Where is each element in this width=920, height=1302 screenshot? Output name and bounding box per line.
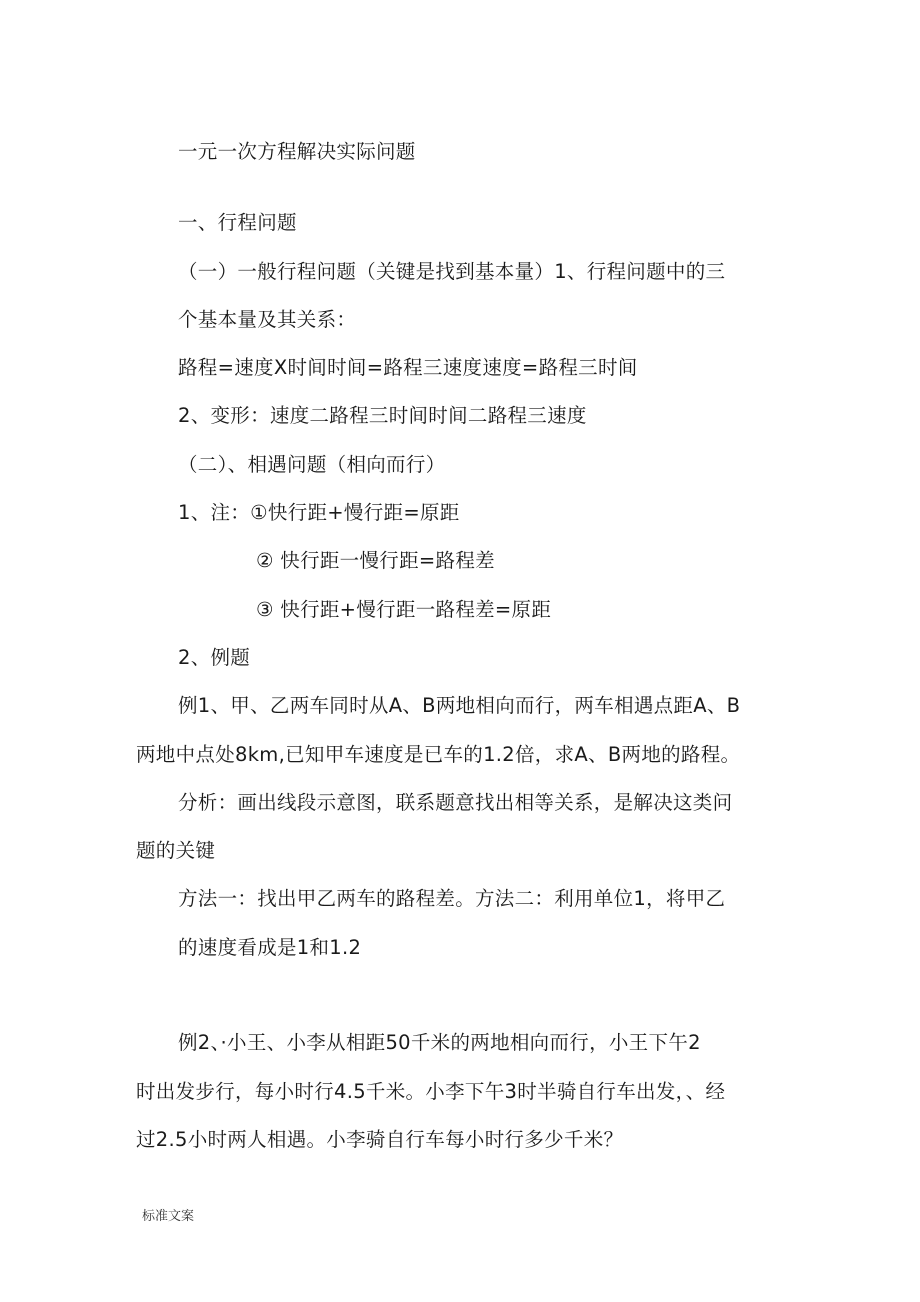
method-line2: 的速度看成是1和1.2	[178, 936, 362, 959]
example1-line2: 两地中点处8km,已知甲车速度是已车的1.2倍，求A、B两地的路程。	[136, 743, 741, 766]
footer-label: 标准文案	[142, 1209, 195, 1224]
example2-line1: 例2、·小王、小李从相距50千米的两地相向而行，小王下午2	[178, 1031, 701, 1054]
note-item-3: ③ 快行距+慢行距一路程差=原距	[256, 598, 552, 621]
section-heading-travel: 一、行程问题	[178, 211, 297, 234]
subsection-general-line2: 个基本量及其关系：	[178, 308, 357, 331]
example1-line1: 例1、甲、乙两车同时从A、B两地相向而行，两车相遇点距A、B	[178, 694, 741, 717]
formula-basic: 路程=速度X时间时间=路程三速度速度=路程三时间	[178, 356, 638, 379]
example2-line2: 时出发步行，每小时行4.5千米。小李下午3时半骑自行车出发，、经	[136, 1080, 726, 1103]
note-item-1: 1、注：①快行距+慢行距=原距	[178, 501, 460, 524]
example2-line3: 过2.5小时两人相遇。小李骑自行车每小时行多少千米？	[136, 1128, 624, 1151]
formula-variant: 2、变形：速度二路程三时间时间二路程三速度	[178, 404, 587, 427]
analysis-line1: 分析：画出线段示意图，联系题意找出相等关系，是解决这类问	[178, 791, 733, 814]
analysis-line2: 题的关键	[136, 839, 216, 862]
document-title: 一元一次方程解决实际问题	[178, 140, 416, 163]
subsection-meeting: （二）、相遇问题（相向而行）	[178, 453, 446, 476]
method-line1: 方法一：找出甲乙两车的路程差。方法二：利用单位1，将甲乙	[178, 887, 726, 910]
examples-heading: 2、例题	[178, 646, 251, 669]
note-item-2: ② 快行距一慢行距=路程差	[256, 549, 495, 572]
subsection-general-line1: （一）一般行程问题（关键是找到基本量）1、行程问题中的三	[178, 260, 726, 283]
